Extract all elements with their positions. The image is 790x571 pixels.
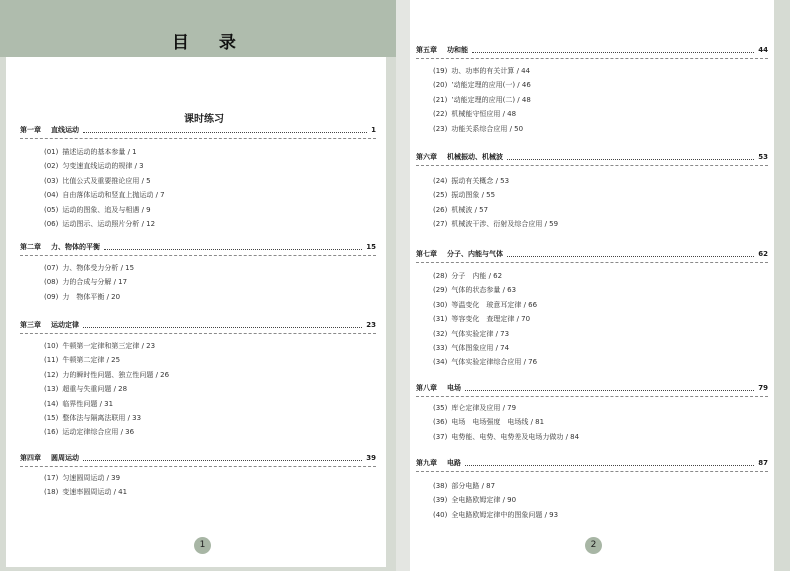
item-text: 功能关系综合应用 / 50: [451, 124, 524, 133]
toc-item[interactable]: [433, 124, 523, 134]
item-text: 振动图象 / 55: [451, 191, 496, 200]
item-text: 全电路欧姆定律 / 90: [451, 496, 517, 505]
item-number: (38): [433, 482, 448, 490]
toc-item[interactable]: [44, 473, 120, 483]
chapter-page: 23: [366, 321, 376, 329]
chapter-divider: [416, 58, 768, 59]
toc-item[interactable]: [44, 292, 120, 302]
item-number: (31): [433, 315, 448, 324]
item-text: 运动图示、运动照片分析 / 12: [62, 220, 156, 228]
toc-item[interactable]: [44, 413, 141, 423]
item-text: 运动定律综合应用 / 36: [62, 428, 135, 437]
chapter-number: 第七章: [416, 250, 437, 258]
chapter-name: 电路: [447, 459, 461, 467]
item-number: (11): [44, 356, 59, 365]
toc-item[interactable]: [433, 80, 531, 90]
item-text: 力的合成与分解 / 17: [62, 278, 128, 287]
toc-item[interactable]: [44, 161, 144, 171]
item-number: (34): [433, 358, 448, 367]
toc-item[interactable]: [433, 417, 544, 427]
toc-item[interactable]: [433, 109, 516, 119]
chapter-page: 39: [366, 454, 376, 462]
item-text: 电场 电场强度 电场线 / 81: [451, 418, 545, 427]
chapter-divider: [20, 333, 376, 334]
toc-item[interactable]: [433, 176, 509, 186]
chapter-heading[interactable]: [416, 44, 768, 56]
chapter-number: 第四章: [20, 454, 41, 462]
toc-item[interactable]: [44, 176, 151, 186]
chapter-divider: [416, 262, 768, 263]
item-text: 描述运动的基本参量 / 1: [62, 148, 137, 156]
dot-leader: [507, 159, 754, 160]
item-text: 等容变化 查理定律 / 70: [451, 315, 531, 324]
item-number: (04): [44, 191, 59, 200]
chapter-page: 1: [371, 126, 376, 134]
chapter-name: 机械振动、机械波: [447, 153, 503, 161]
item-number: (36): [433, 418, 448, 427]
item-text: 全电路欧姆定律中的图象问题 / 93: [451, 510, 559, 519]
toc-item[interactable]: [433, 510, 558, 520]
item-number: (32): [433, 329, 448, 338]
item-text: 电势能、电势、电势差及电场力做功 / 84: [451, 432, 580, 441]
dot-leader: [465, 465, 754, 466]
dot-leader: [83, 132, 367, 133]
item-text: 气体实验定律综合应用 / 76: [451, 358, 538, 367]
chapter-name: 电场: [447, 384, 461, 392]
chapter-heading[interactable]: [20, 241, 376, 253]
item-number: (19): [433, 67, 448, 75]
page-title: 目 录: [172, 33, 248, 53]
chapter-divider: [20, 138, 376, 139]
item-text: 力的瞬时性问题、独立性问题 / 26: [62, 370, 170, 379]
toc-item[interactable]: [433, 495, 516, 505]
item-number: (12): [44, 370, 59, 379]
chapter-page: 44: [758, 46, 768, 54]
item-number: (17): [44, 474, 59, 482]
toc-item[interactable]: [433, 343, 509, 353]
right-page-edge: [774, 0, 790, 571]
toc-item[interactable]: [44, 384, 127, 394]
dot-leader: [472, 52, 754, 53]
chapter-heading[interactable]: [20, 452, 376, 464]
toc-item[interactable]: [433, 300, 537, 310]
chapter-number: 第一章: [20, 126, 41, 134]
chapter-heading[interactable]: [416, 457, 768, 469]
toc-item[interactable]: [44, 263, 134, 273]
chapter-name: 力、物体的平衡: [51, 243, 100, 251]
dot-leader: [465, 390, 754, 391]
item-number: (25): [433, 191, 448, 200]
chapter-divider: [20, 466, 376, 467]
chapter-divider: [20, 255, 376, 256]
item-text: 力、物体受力分析 / 15: [62, 264, 135, 272]
chapter-heading[interactable]: [20, 124, 376, 136]
toc-item[interactable]: [433, 271, 502, 281]
page-number-left: 1: [194, 537, 211, 554]
item-text: 气体图象应用 / 74: [451, 344, 510, 352]
item-number: (15): [44, 414, 59, 422]
item-number: (27): [433, 220, 448, 229]
item-number: (39): [433, 496, 448, 505]
item-number: (22): [433, 110, 448, 119]
chapter-divider: [416, 165, 768, 166]
item-number: (26): [433, 205, 448, 214]
item-number: (03): [44, 176, 59, 185]
item-number: (16): [44, 428, 59, 437]
item-text: 匀变速直线运动的规律 / 3: [62, 162, 144, 171]
item-text: 牛顿第二定律 / 25: [62, 356, 121, 365]
toc-item[interactable]: [433, 219, 558, 229]
item-number: (35): [433, 404, 448, 412]
chapter-name: 功和能: [447, 46, 468, 54]
chapter-divider: [416, 471, 768, 472]
item-number: (10): [44, 342, 59, 350]
toc-item[interactable]: [433, 190, 495, 200]
item-text: 变速率圆周运动 / 41: [62, 488, 128, 497]
chapter-divider: [416, 396, 768, 397]
item-text: 气体的状态参量 / 63: [451, 286, 517, 295]
chapter-page: 87: [758, 459, 768, 467]
item-text: 等温变化 玻意耳定律 / 66: [451, 300, 538, 309]
toc-item[interactable]: [44, 399, 113, 409]
page-gutter: [396, 0, 410, 571]
item-text: 振动有关概念 / 53: [451, 177, 510, 185]
item-text: ’动能定理的应用(二) / 48: [451, 95, 531, 104]
chapter-page: 53: [758, 153, 768, 161]
toc-item[interactable]: [433, 285, 516, 295]
item-number: (14): [44, 399, 59, 408]
item-text: 整体法与隔离法联用 / 33: [62, 414, 142, 422]
toc-item[interactable]: [44, 190, 165, 200]
item-text: 牛顿第一定律和第三定律 / 23: [62, 342, 156, 350]
dot-leader: [83, 460, 362, 461]
toc-item[interactable]: [44, 355, 120, 365]
chapter-number: 第九章: [416, 459, 437, 467]
item-text: 库仑定律及应用 / 79: [451, 404, 517, 412]
dot-leader: [83, 327, 362, 328]
chapter-page: 15: [366, 243, 376, 251]
item-number: (23): [433, 124, 448, 133]
item-number: (24): [433, 177, 448, 185]
toc-item[interactable]: [44, 370, 169, 380]
item-number: (37): [433, 432, 448, 441]
chapter-name: 直线运动: [51, 126, 79, 134]
item-number: (30): [433, 300, 448, 309]
item-number: (08): [44, 278, 59, 287]
toc-item[interactable]: [44, 219, 155, 229]
item-number: (05): [44, 205, 59, 214]
toc-item[interactable]: [433, 481, 495, 491]
item-number: (28): [433, 272, 448, 280]
chapter-number: 第八章: [416, 384, 437, 392]
item-text: 临界性问题 / 31: [62, 399, 114, 408]
dot-leader: [104, 249, 362, 250]
chapter-heading[interactable]: [416, 151, 768, 163]
item-number: (40): [433, 510, 448, 519]
item-number: (29): [433, 286, 448, 295]
chapter-name: 分子、内能与气体: [447, 250, 503, 258]
item-text: 比值公式及重要推论应用 / 5: [62, 176, 151, 185]
toc-item[interactable]: [433, 357, 537, 367]
toc-item[interactable]: [433, 432, 579, 442]
item-number: (01): [44, 148, 59, 156]
chapter-name: 圆周运动: [51, 454, 79, 462]
chapter-page: 79: [758, 384, 768, 392]
item-number: (13): [44, 385, 59, 394]
item-text: 运动的图象、追及与相遇 / 9: [62, 205, 151, 214]
chapter-heading[interactable]: [416, 382, 768, 394]
toc-item[interactable]: [44, 205, 151, 215]
toc-item[interactable]: [433, 95, 531, 105]
item-text: 机械能守恒应用 / 48: [451, 110, 517, 119]
chapter-number: 第三章: [20, 321, 41, 329]
item-text: 功、功率的有关计算 / 44: [451, 67, 531, 75]
chapter-heading[interactable]: [20, 319, 376, 331]
toc-item[interactable]: [44, 487, 127, 497]
chapter-number: 第五章: [416, 46, 437, 54]
toc-item[interactable]: [44, 147, 137, 157]
item-number: (33): [433, 344, 448, 352]
item-text: 气体实验定律 / 73: [451, 329, 510, 338]
item-text: 匀速圆周运动 / 39: [62, 474, 121, 482]
item-text: 超重与失重问题 / 28: [62, 385, 128, 394]
chapter-page: 62: [758, 250, 768, 258]
item-text: 部分电路 / 87: [451, 482, 496, 490]
dot-leader: [507, 256, 754, 257]
item-number: (18): [44, 488, 59, 497]
chapter-number: 第二章: [20, 243, 41, 251]
item-text: 自由落体运动和竖直上抛运动 / 7: [62, 191, 165, 200]
section-title: 课时练习: [184, 114, 224, 125]
chapter-heading[interactable]: [416, 248, 768, 260]
page-number-right: 2: [585, 537, 602, 554]
toc-item[interactable]: [433, 403, 516, 413]
item-number: (09): [44, 292, 59, 301]
toc-item[interactable]: [44, 341, 155, 351]
item-number: (06): [44, 220, 59, 228]
toc-item[interactable]: [433, 329, 509, 339]
toc-item[interactable]: [433, 66, 530, 76]
item-text: 机械波干涉、衍射及综合应用 / 59: [451, 220, 559, 229]
item-text: 机械波 / 57: [451, 205, 489, 214]
item-number: (20): [433, 81, 448, 90]
item-text: 分子 内能 / 62: [451, 272, 503, 280]
toc-item[interactable]: [433, 205, 488, 215]
toc-item[interactable]: [44, 427, 134, 437]
item-text: 力 物体平衡 / 20: [62, 292, 121, 301]
toc-item[interactable]: [44, 277, 127, 287]
item-number: (02): [44, 162, 59, 171]
chapter-name: 运动定律: [51, 321, 79, 329]
item-text: ’动能定理的应用(一) / 46: [451, 81, 531, 90]
item-number: (07): [44, 264, 59, 272]
item-number: (21): [433, 95, 448, 104]
chapter-number: 第六章: [416, 153, 437, 161]
toc-item[interactable]: [433, 314, 530, 324]
